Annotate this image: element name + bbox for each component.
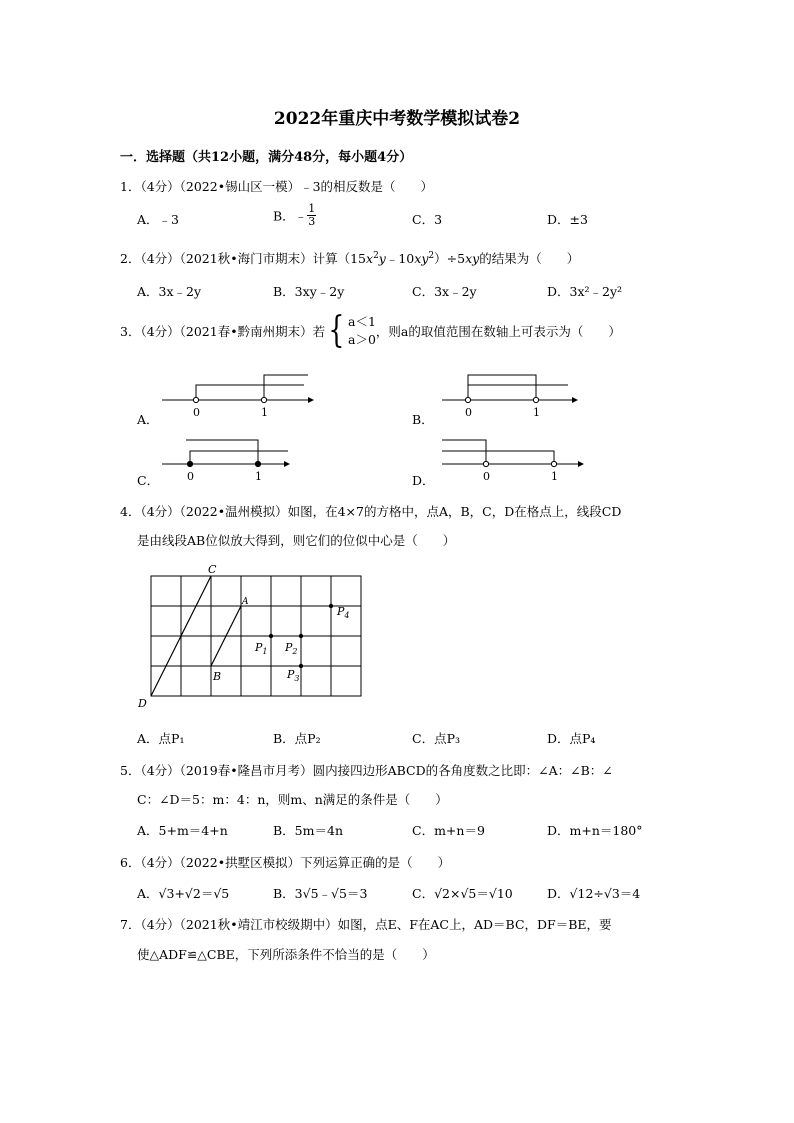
open-point-0 [465,397,470,402]
question-3 [120,310,621,351]
q2-text-mid: ）÷5 [434,251,466,266]
q1-frac-den: 3 [308,215,316,228]
axis-arrow [578,461,584,467]
q1-option-b-prefix: B．﹣ [273,208,308,224]
segment-bracket [468,375,536,400]
q6-option-d[interactable]: D．√12÷√3＝4 [547,886,641,901]
q3-option-b[interactable]: B． [412,412,434,427]
open-point-1 [533,397,538,402]
ray-from-0 [190,451,288,464]
q2-text-pre: 2．（4分）（2021秋•海门市期末）计算（15 [120,251,366,266]
label-p4: $P_4$ [337,605,350,620]
q3-cond-1: a＜1 [348,314,376,329]
q1-frac-num: 1 [308,202,316,215]
question-5-line-1: 5．（4分）（2019春•隆昌市月考）圆内接四边形ABCD的各角度数之比即：∠A：∠B：∠ [120,763,613,778]
q5-option-d[interactable]: D．m+n＝180° [547,823,643,838]
q3-numberline-a [158,370,318,420]
q5-option-c[interactable]: C．m+n＝9 [412,823,485,838]
axis-arrow [308,397,314,403]
label-p1: $P_1$ [255,641,268,656]
tick-label-1: 1 [551,470,558,483]
q4-grid-figure [135,560,375,712]
point-p2 [299,634,303,638]
q1-fraction [307,203,316,228]
q2-option-d[interactable]: D．3x²﹣2y² [547,284,623,299]
ray-to-1 [442,451,554,464]
ray-to-1 [186,440,258,464]
system-brace: { [328,310,345,351]
q4-option-c[interactable]: C．点P₃ [412,731,460,746]
q4-option-d[interactable]: D．点P₄ [547,731,596,746]
tick-label-0: 0 [483,470,490,483]
page-title: 2022年重庆中考数学模拟试卷2 [273,109,521,129]
label-d: D [138,697,147,710]
q3-text-post: ，则a的取值范围在数轴上可表示为（ ） [375,324,621,339]
point-p1 [269,634,273,638]
question-7-line-1: 7．（4分）（2021秋•靖江市校级期中）如图，点E、F在AC上，AD＝BC，DF＝BE，要 [120,917,612,932]
grid-lines [151,576,361,696]
q3-numberline-c [158,433,308,483]
q5-option-b[interactable]: B．5m＝4n [273,823,343,838]
q1-option-d[interactable]: D．±3 [547,212,588,227]
ray-from-1 [264,375,308,400]
point-p3 [299,664,303,668]
q4-option-b[interactable]: B．点P₂ [273,731,321,746]
tick-label-1: 1 [261,406,268,419]
q1-option-b[interactable] [273,203,316,228]
closed-point-1 [255,461,260,466]
section-heading: 一．选择题（共12小题，满分48分，每小题4分） [120,150,413,165]
question-5-line-2: C：∠D＝5：m：4：n，则m、n满足的条件是（ ） [137,792,448,807]
question-1: 1．（4分）（2022•锡山区一模）﹣3的相反数是（ ） [120,179,434,194]
question-4-line-1: 4．（4分）（2022•温州模拟）如图，在4×7的方格中，点A，B，C，D在格点上，线段CD [120,504,622,519]
open-point-0 [193,397,198,402]
q5-option-a[interactable]: A．5+m＝4+n [137,823,228,838]
q2-option-c[interactable]: C．3x﹣2y [412,284,477,299]
q6-option-c[interactable]: C．√2×√5＝√10 [412,886,513,901]
q6-option-a[interactable]: A．√3+√2＝√5 [137,886,230,901]
q3-cond-2: a＞0 [348,332,376,347]
axis-arrow [572,397,578,403]
label-p2: $P_2$ [285,641,298,656]
q1-option-a[interactable]: A．﹣3 [137,212,179,227]
tick-label-1: 1 [533,406,540,419]
open-point-0 [483,461,488,466]
tick-label-0: 0 [193,406,200,419]
tick-label-0: 0 [465,406,472,419]
q3-system [348,313,376,349]
tick-label-1: 1 [255,470,262,483]
ray-from-0 [196,385,304,400]
closed-point-0 [187,461,192,466]
label-c: C [208,563,217,576]
ray-to-0 [442,440,486,464]
point-p4 [329,604,333,608]
q3-numberline-b [438,370,588,420]
label-p3: $P_3$ [287,668,300,683]
q3-numberline-d [438,433,598,483]
q4-option-a[interactable]: A．点P₁ [137,731,185,746]
q3-option-c[interactable]: C． [137,473,160,488]
q3-option-d[interactable]: D． [412,473,435,488]
q3-text-pre: 3．（4分）（2021春•黔南州期末）若 [120,324,326,339]
question-4-line-2: 是由线段AB位似放大得到，则它们的位似中心是（ ） [137,533,456,548]
question-7-line-2: 使△ADF≌△CBE，下列所添条件不恰当的是（ ） [137,947,435,962]
label-b: B [213,670,222,683]
tick-label-0: 0 [187,470,194,483]
label-a: A [242,597,249,607]
open-point-1 [261,397,266,402]
question-6: 6．（4分）（2022•拱墅区模拟）下列运算正确的是（ ） [120,855,451,870]
axis-arrow [284,461,290,467]
question-2: 2．（4分）（2021秋•海门市期末）计算$(15x^2y﹣10xy^2)\div 5xy$的结果为（ ） [120,250,580,266]
q6-option-b[interactable]: B．3√5﹣√5＝3 [273,886,368,901]
q2-option-b[interactable]: B．3xy﹣2y [273,284,345,299]
q2-text-post: 的结果为（ ） [479,251,580,266]
open-point-1 [551,461,556,466]
q2-option-a[interactable]: A．3x﹣2y [137,284,202,299]
q3-option-a[interactable]: A． [137,412,159,427]
q1-option-c[interactable]: C．3 [412,212,443,227]
